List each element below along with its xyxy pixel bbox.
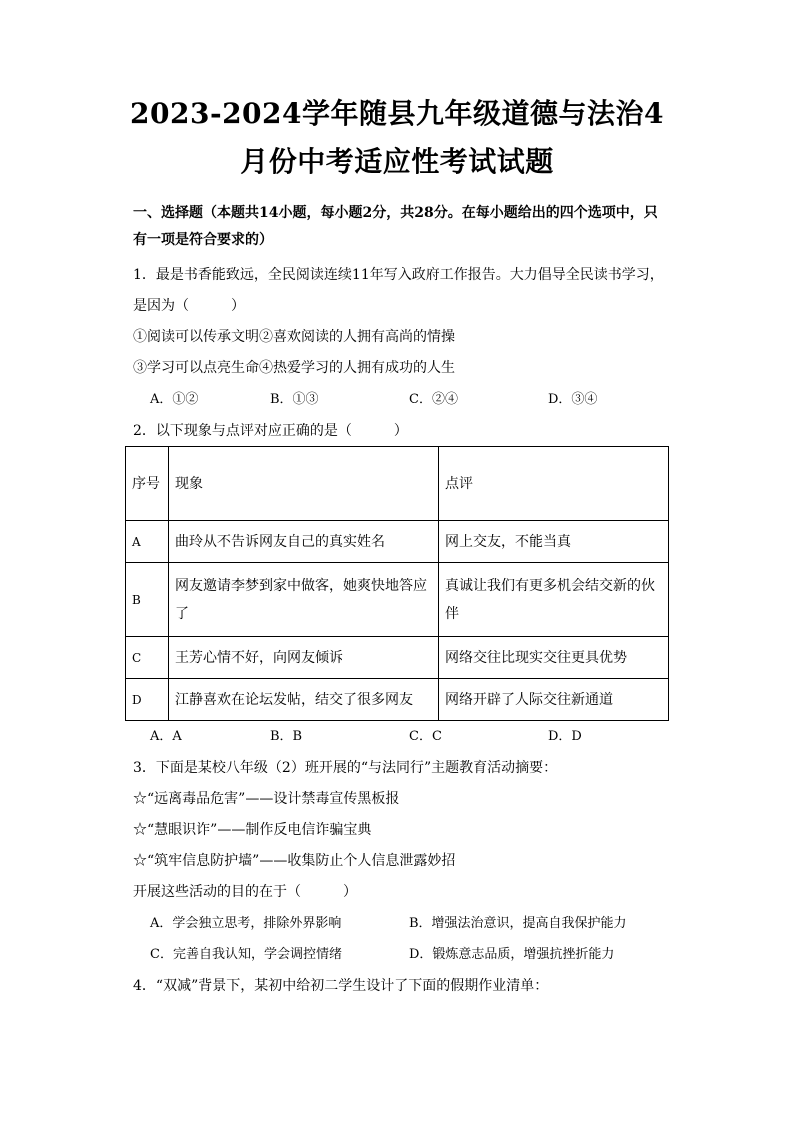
header-comment: 点评 — [439, 447, 669, 521]
table-row — [126, 637, 669, 679]
q2-option-b[interactable]: B．B — [270, 729, 303, 744]
row-phenomenon: 王芳心情不好，向网友倾诉 — [169, 637, 439, 679]
row-comment: 真诚让我们有更多机会结交新的伙伴 — [439, 563, 669, 637]
row-phenomenon: 江静喜欢在论坛发帖，结交了很多网友 — [169, 679, 439, 721]
q1-option-d[interactable]: D．③④ — [548, 392, 598, 407]
q3-item-3: ☆“筑牢信息防护墙”——收集防止个人信息泄露妙招 — [133, 853, 456, 869]
q3-item-2: ☆“慧眼识诈”——制作反电信诈骗宝典 — [133, 822, 372, 838]
page-title-line2: 月份中考适应性考试试题 — [240, 145, 554, 178]
table-row — [126, 563, 669, 637]
q2-option-d[interactable]: D．D — [548, 729, 582, 744]
row-comment: 网上交友，不能当真 — [439, 521, 669, 563]
table-row — [126, 521, 669, 563]
q3-option-b[interactable]: B．增强法治意识，提高自我保护能力 — [409, 916, 627, 931]
q2-option-a[interactable]: A．A — [150, 729, 182, 744]
row-no: B — [126, 563, 169, 637]
table-header-row — [126, 447, 669, 521]
header-no: 序号 — [126, 447, 169, 521]
row-comment: 网络开辟了人际交往新通道 — [439, 679, 669, 721]
q1-options — [133, 390, 673, 410]
q1-stem-line2: 是因为（ ） — [133, 298, 245, 314]
q3-options-row2 — [133, 945, 673, 965]
page-title-line1: 2023-2024学年随县九年级道德与法治4 — [130, 97, 664, 130]
q1-item-1: ①阅读可以传承文明②喜欢阅读的人拥有高尚的情操 — [133, 329, 455, 345]
section-heading-line2: 有一项是符合要求的） — [133, 232, 273, 248]
q1-option-b[interactable]: B．①③ — [270, 392, 319, 407]
row-phenomenon: 曲玲从不告诉网友自己的真实姓名 — [169, 521, 439, 563]
q3-option-c[interactable]: C．完善自我认知，学会调控情绪 — [150, 947, 342, 962]
q3-option-d[interactable]: D．锻炼意志品质，增强抗挫折能力 — [409, 947, 615, 962]
q3-item-1: ☆“远离毒品危害”——设计禁毒宣传黑板报 — [133, 791, 400, 807]
section-heading-line1: 一、选择题（本题共14小题，每小题2分，共28分。在每小题给出的四个选项中，只 — [133, 205, 658, 221]
q2-table — [125, 446, 669, 721]
q1-item-2: ③学习可以点亮生命④热爱学习的人拥有成功的人生 — [133, 360, 455, 376]
q2-options — [133, 727, 673, 747]
q1-option-c[interactable]: C．②④ — [409, 392, 458, 407]
q2-stem: 2．以下现象与点评对应正确的是（ ） — [133, 423, 408, 439]
row-comment: 网络交往比现实交往更具优势 — [439, 637, 669, 679]
header-phenomenon: 现象 — [169, 447, 439, 521]
q3-question: 开展这些活动的目的在于（ ） — [133, 884, 357, 900]
q2-option-c[interactable]: C．C — [409, 729, 442, 744]
row-phenomenon: 网友邀请李梦到家中做客，她爽快地答应了 — [169, 563, 439, 637]
row-no: C — [126, 637, 169, 679]
q3-stem: 3．下面是某校八年级（2）班开展的“与法同行”主题教育活动摘要： — [133, 760, 558, 776]
q3-option-a[interactable]: A．学会独立思考，排除外界影响 — [150, 916, 342, 931]
q3-options-row1 — [133, 914, 673, 934]
row-no: D — [126, 679, 169, 721]
q1-option-a[interactable]: A．①② — [150, 392, 199, 407]
q4-stem: 4．“双减”背景下，某初中给初二学生设计了下面的假期作业清单： — [133, 978, 549, 994]
row-no: A — [126, 521, 169, 563]
q1-stem-line1: 1．最是书香能致远，全民阅读连续11年写入政府工作报告。大力倡导全民读书学习， — [133, 267, 664, 283]
table-row — [126, 679, 669, 721]
